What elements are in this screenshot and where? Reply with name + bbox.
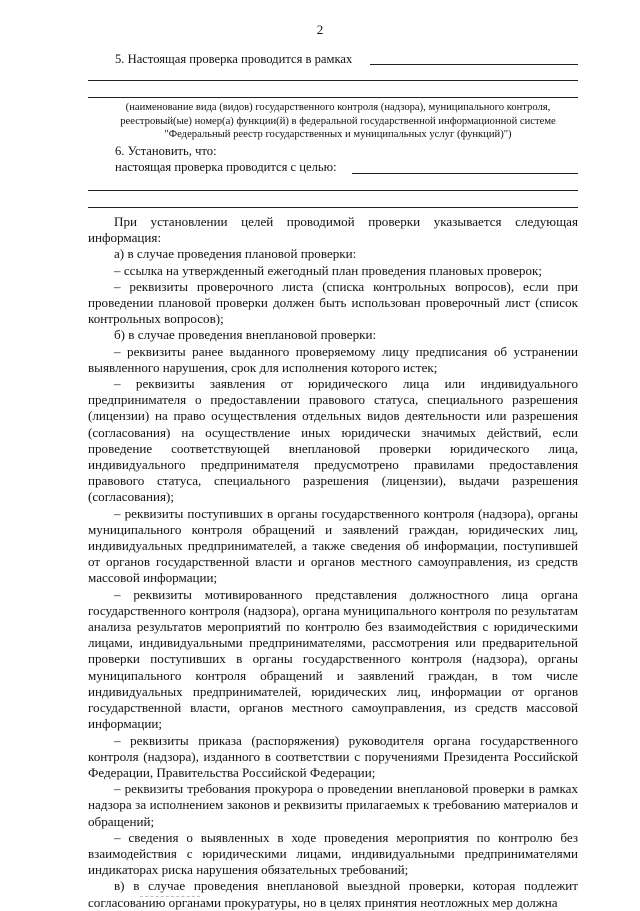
fill-line xyxy=(370,64,578,65)
paragraph: б) в случае проведения внеплановой проверки: xyxy=(114,327,377,343)
paragraph: – реквизиты требования прокурора о проведении внеплановой проверки в рамках надзора за исполнением законов и реквизиты прилагаемых к требованию материалов и обращений; xyxy=(88,781,578,829)
paragraph: – реквизиты проверочного листа (списка контрольных вопросов), если при проведении плановой проверки должен быть использован проверочный лист (список контрольных вопросов); xyxy=(88,278,578,327)
paragraph: в) в случае проведения внеплановой выездной проверки, которая подлежит согласованию органами прокуратуры, но в целях принятия неотложных мер должна xyxy=(88,878,578,910)
fill-line xyxy=(88,97,578,98)
paragraph: – ссылка на утвержденный ежегодный план проведения плановых проверок; xyxy=(114,262,543,278)
paragraph: а) в случае проведения плановой проверки: xyxy=(114,246,357,262)
page-number: 2 xyxy=(316,22,324,37)
paragraph: – сведения о выявленных в ходе проведения мероприятия по контролю без взаимодействия с юридическими лицами, индивидуальными предпринимателями индикаторах риска нарушения обязательных требований; xyxy=(88,829,578,878)
paragraph: – реквизиты ранее выданного проверяемому лицу предписания об устранении выявленного нарушения, срок для исполнения которого истек; xyxy=(88,343,578,375)
paragraph: – реквизиты заявления от юридического лица или индивидуального предпринимателя о предоставлении правового статуса, специального разрешения (лицензии) на право осуществления отдельных видов деятельности или разрешения (согласования) на осуществление иных юридически значимых действий, если проведение соответствующей внеплановой проверки юридического лица, индивидуального предпринимателя предусмотрено правилами предоставления правового статуса, специального разрешения (лицензии), выдачи разрешения (согласования); xyxy=(88,376,578,505)
item-5-text: 5. Настоящая проверка проводится в рамках xyxy=(115,52,353,66)
document-body xyxy=(88,214,578,911)
paragraph: – реквизиты мотивированного представления должностного лица органа государственного контроля (надзора), органа муниципального контроля по результатам анализа результатов мероприятий по контролю без взаимодействия с юридическими лицами, индивидуальными предпринимателями, рассмотрения или предварительной проверки поступивших в органы государственного контроля (надзора), органы муниципального контроля обращений и заявлений граждан, в том числе индивидуальных предпринимателей, юридических лиц, информации от органов государственной власти, органов местного самоуправления, из средств массовой информации; xyxy=(88,586,578,732)
fill-line xyxy=(352,173,578,174)
caption: (наименование вида (видов) государственного контроля (надзора), муниципального контроля, реестровый(ые) номер(а) функции(й) в федеральной государственной информационной системе "Федеральный реестр государственных и муниципальных услуг (функций)") xyxy=(120,102,556,140)
fill-line xyxy=(88,207,578,208)
paragraph: При установлении целей проводимой проверки указывается следующая информация: xyxy=(88,214,578,246)
footer-mark xyxy=(140,896,200,903)
fill-line xyxy=(88,190,578,191)
item-6-heading: 6. Установить, что: xyxy=(115,144,217,158)
fill-line xyxy=(88,80,578,81)
paragraph: – реквизиты приказа (распоряжения) руководителя органа государственного контроля (надзора), изданного в соответствии с поручениями Президента Российской Федерации, Правительства Российской Федерации; xyxy=(88,732,578,780)
item-6-purpose: настоящая проверка проводится с целью: xyxy=(115,160,337,174)
paragraph: – реквизиты поступивших в органы государственного контроля (надзора), органы муниципального контроля обращений и заявлений граждан, юридических лиц, индивидуальных предпринимателей, а также сведения об информации, поступившей от органов государственной власти и органов местного самоуправления, из средств массовой информации; xyxy=(88,505,578,586)
